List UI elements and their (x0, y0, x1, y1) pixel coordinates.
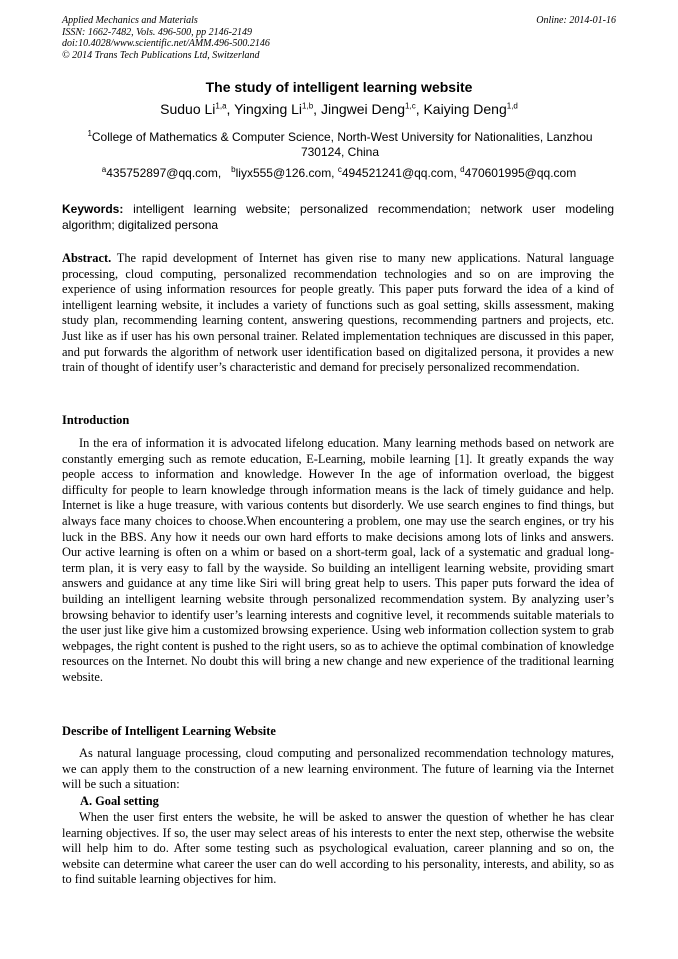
author-sup: 1,c (405, 101, 416, 111)
author (321, 101, 424, 117)
author-separator: , (313, 101, 321, 117)
author-separator: , (226, 101, 235, 117)
email-list (0, 166, 678, 180)
affiliation-sup: 1 (87, 129, 92, 138)
email-sup: a (101, 165, 107, 174)
issn-line: ISSN: 1662-7482, Vols. 496-500, pp 2146-2149 (62, 26, 252, 38)
author (160, 101, 234, 117)
affiliation (70, 130, 610, 160)
paper-title: The study of intelligent learning website (205, 79, 473, 95)
abstract-label: Abstract. (62, 251, 112, 265)
introduction-paragraph: In the era of information it is advocated lifelong education. Many learning methods based on network are constantly emerging such as remote education, E-Learning, mobile learning [1]. It greatly expands the way people access to information and knowledge. However In the age of information overload, the biggest difficulty for people to learn knowledge through information means is the lack of timely guidance and help. Internet is like a huge treasure, with various contents but disorderly. We use search engines to find things, but always face many choices to choose.When encountering a problem, one may use the search engines, or try his luck in the BBS. Any how it needs our own hard efforts to make decisions among lots of links and answers. Our active learning is often on a whim or based on a short-term goal, lack of a systematic and gradual long-term plan, it is very easy to fall by the wayside. So building an intelligent learning website, providing smart answers and guidance at any time like Siri will bring great help to users. This paper puts forward the idea of building an intelligent learning website through personalized recommendation system. By analyzing user’s browsing behavior to identify user’s learning interests and cognitive level, it recommends suitable materials to the user just like give him a customized browsing experience. Using web information collection system to grab webpages, the right content is pushed to the right users, so as to achieve the optimal combination of knowledge resources on the Internet. No doubt this will bring a new change and new experience of the traditional learning website. (62, 436, 614, 684)
email-sup: b (231, 165, 236, 174)
abstract-text: The rapid development of Internet has given rise to many new applications. Natural language processing, cloud computing, personalized recommendation technologies and so on are improving the experience of using information resources for people greatly. This paper puts forward the idea of a kind of intelligent learning website, it includes a variety of functions such as goal setting, skills assessment, making study plan, recommending learning content, answering questions, recommending partners and projects, etc. Just like as if user has his own personal trainer. Related implementation techniques are discussed in this paper, and put forwards the algorithm of network user identification based on digitalized persona, it provides a new train of thought of identify user’s characteristic and demand for precisely personalized recommendation. (62, 251, 615, 375)
author-sup: 1,a (215, 101, 227, 111)
copyright-line: © 2014 Trans Tech Publications Ltd, Switzerland (62, 49, 260, 61)
author-list (0, 101, 678, 117)
author (234, 101, 321, 117)
author-sup: 1,d (506, 101, 518, 111)
email-sup: c (337, 165, 342, 174)
doi-line: doi:10.4028/www.scientific.net/AMM.496-500.2146 (62, 38, 270, 49)
email-address: 470601995@qq.com (464, 166, 577, 180)
journal-header (62, 15, 616, 61)
author-separator: , (415, 101, 424, 117)
online-date: Online: 2014-01-16 (536, 15, 616, 26)
email-sup: d (460, 165, 465, 174)
email-address: 494521241@qq.com, (341, 166, 457, 180)
describe-paragraph: As natural language processing, cloud computing and personalized recommendation technology matures, we can apply them to the construction of a new learning environment. The future of learning via the Internet will be such a situation: (62, 746, 614, 792)
keywords-label: Keywords: (62, 202, 124, 216)
email-address: 435752897@qq.com, (106, 166, 222, 180)
author (423, 101, 517, 117)
section-heading-introduction: Introduction (62, 413, 130, 427)
author-name: Jingwei Deng (320, 101, 406, 117)
subsection-heading-goal-setting: A. Goal setting (80, 794, 159, 808)
goal-setting-paragraph: When the user first enters the website, he will be asked to answer the question of whether he has clear learning objectives. If so, the user may select areas of his interests to enter the next step, otherwise the website will help him to do. After some testing such as psychological evaluation, career planning and so on, the website can determine what career the user can do well according to his personality, interests, and ability, so as to find suitable learning objectives for him. (62, 810, 614, 887)
email-address: liyx555@126.com, (235, 166, 335, 180)
abstract (62, 251, 614, 376)
affiliation-text: College of Mathematics & Computer Science, North-West University for Nationalities, Lanzhou 730124, China (91, 130, 593, 159)
author-name: Yingxing Li (234, 101, 303, 117)
journal-name: Applied Mechanics and Materials (62, 15, 198, 26)
keywords-text: intelligent learning website; personalized recommendation; network user modeling algorithm; digitalized persona (62, 202, 614, 232)
author-name: Suduo Li (160, 101, 216, 117)
section-heading-describe: Describe of Intelligent Learning Website (62, 724, 276, 738)
keywords (62, 201, 614, 233)
author-sup: 1,b (302, 101, 314, 111)
author-name: Kaiying Deng (423, 101, 507, 117)
